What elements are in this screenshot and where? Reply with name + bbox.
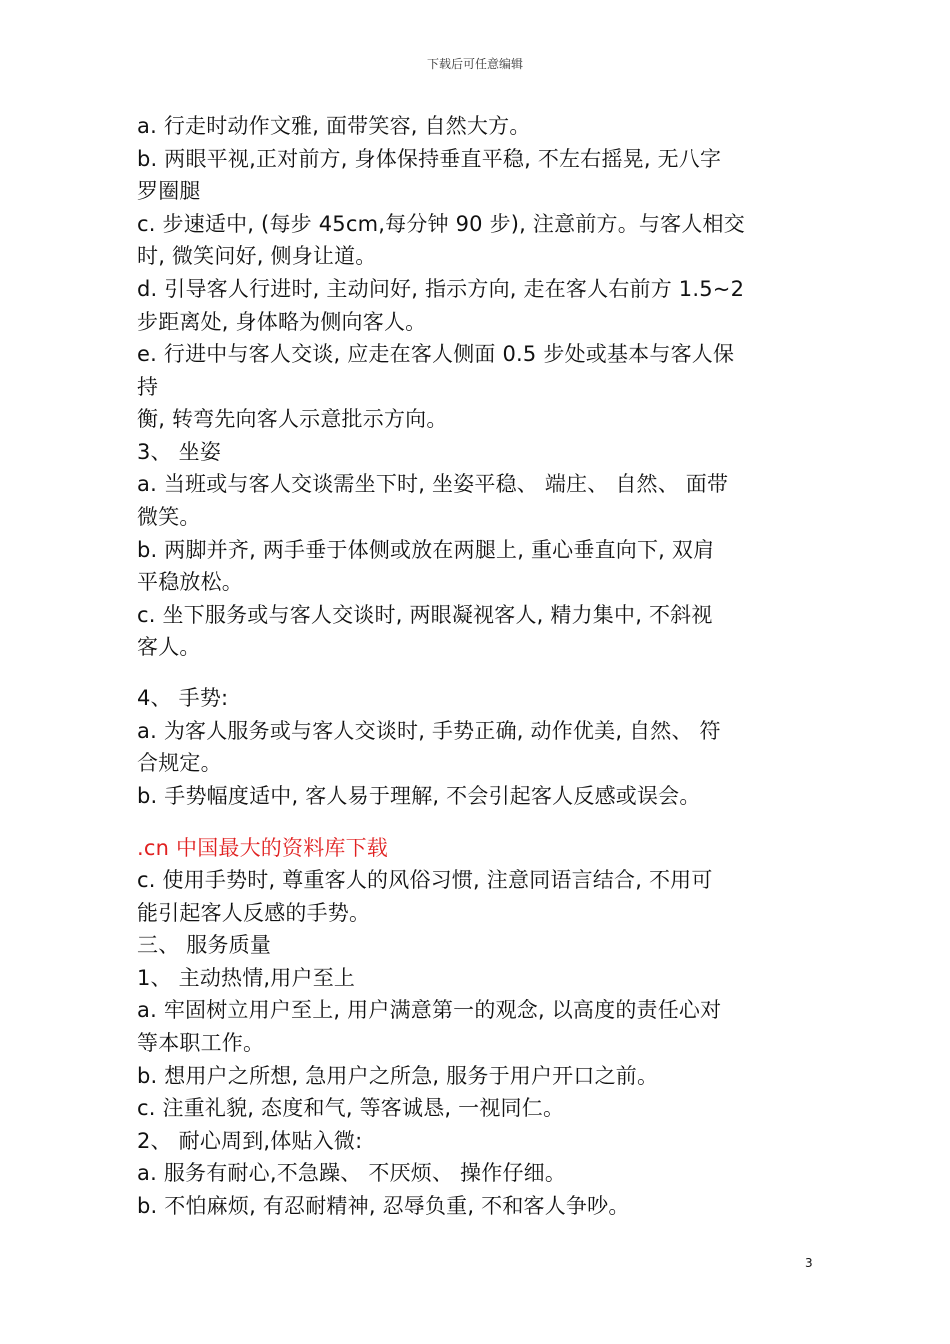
text-line: a. 服务有耐心,不急躁、 不厌烦、 操作仔细。: [137, 1161, 567, 1185]
promo-link-text: .cn 中国最大的资料库下载: [137, 836, 389, 860]
page-header: 下载后可任意编辑: [426, 57, 523, 71]
text-line: a. 行走时动作文雅, 面带笑容, 自然大方。: [137, 114, 531, 138]
text-line: a. 为客人服务或与客人交谈时, 手势正确, 动作优美, 自然、 符: [137, 719, 721, 743]
text-line: 平稳放松。: [137, 570, 243, 594]
text-line: b. 两眼平视,正对前方, 身体保持垂直平稳, 不左右摇晃, 无八字: [137, 147, 722, 171]
text-line: a. 牢固树立用户至上, 用户满意第一的观念, 以高度的责任心对: [137, 998, 722, 1022]
section-heading: 2、 耐心周到,体贴入微:: [137, 1129, 363, 1153]
section-heading: 三、 服务质量: [137, 933, 272, 957]
page-number: 3: [805, 1256, 813, 1270]
text-line: d. 引导客人行进时, 主动问好, 指示方向, 走在客人右前方 1.5~2: [137, 277, 745, 301]
section-heading: 4、 手势:: [137, 686, 229, 710]
text-line: 时, 微笑问好, 侧身让道。: [137, 244, 377, 268]
text-line: b. 两脚并齐, 两手垂于体侧或放在两腿上, 重心垂直向下, 双肩: [137, 538, 715, 562]
text-line: c. 使用手势时, 尊重客人的风俗习惯, 注意同语言结合, 不用可: [137, 868, 713, 892]
text-line: c. 注重礼貌, 态度和气, 等客诚恳, 一视同仁。: [137, 1096, 565, 1120]
text-line: 客人。: [137, 635, 201, 659]
text-line: e. 行进中与客人交谈, 应走在客人侧面 0.5 步处或基本与客人保: [137, 342, 735, 366]
text-line: c. 坐下服务或与客人交谈时, 两眼凝视客人, 精力集中, 不斜视: [137, 603, 713, 627]
text-line: a. 当班或与客人交谈需坐下时, 坐姿平稳、 端庄、 自然、 面带: [137, 472, 729, 496]
text-line: 等本职工作。: [137, 1031, 265, 1055]
text-line: 合规定。: [137, 751, 222, 775]
text-line: b. 想用户之所想, 急用户之所急, 服务于用户开口之前。: [137, 1064, 659, 1088]
text-line: 罗圈腿: [137, 179, 201, 203]
text-line: c. 步速适中, (每步 45cm,每分钟 90 步), 注意前方。与客人相交: [137, 212, 745, 236]
text-line: 持: [137, 375, 159, 399]
text-line: 步距离处, 身体略为侧向客人。: [137, 310, 427, 334]
text-line: 衡, 转弯先向客人示意批示方向。: [137, 407, 448, 431]
section-heading: 3、 坐姿: [137, 440, 222, 464]
section-heading: 1、 主动热情,用户至上: [137, 966, 356, 990]
text-line: b. 不怕麻烦, 有忍耐精神, 忍辱负重, 不和客人争吵。: [137, 1194, 630, 1218]
text-line: 微笑。: [137, 505, 201, 529]
text-line: 能引起客人反感的手势。: [137, 901, 371, 925]
text-line: b. 手势幅度适中, 客人易于理解, 不会引起客人反感或误会。: [137, 784, 701, 808]
